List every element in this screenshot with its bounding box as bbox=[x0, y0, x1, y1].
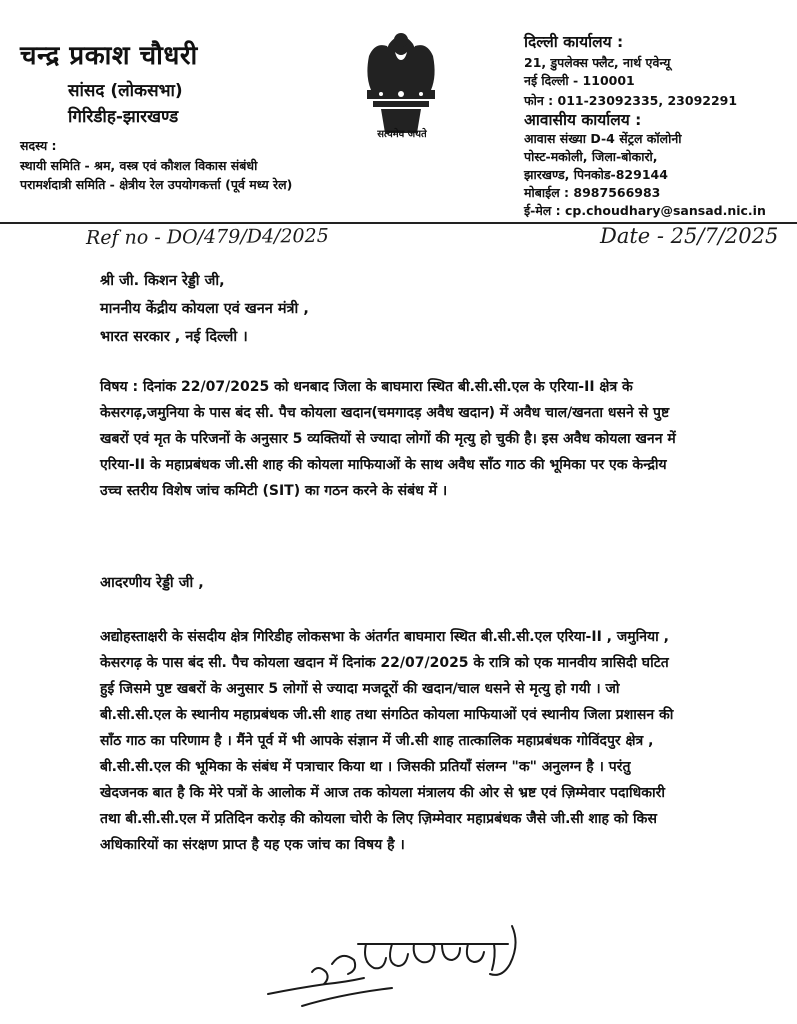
state-emblem-icon bbox=[355, 26, 447, 141]
residential-office-line: झारखण्ड, पिनकोड-829144 bbox=[524, 167, 668, 182]
delhi-office-title: दिल्ली कार्यालय : bbox=[524, 33, 624, 51]
mp-name: चन्द्र प्रकाश चौधरी bbox=[20, 41, 198, 71]
subject-paragraph: विषय : दिनांक 22/07/2025 को धनबाद जिला के बाघमारा स्थित बी.सी.सी.एल के एरिया-II क्षेत्र के केसरगढ़,जमुनिया के पास बंद सी. पैच कोयला खदान(चमगादड़ अवैध खदान) में अवैध चाल/खनता धसने से पुष्ट खबरों एवं मृत के परिजनों के अनुसार 5 व्यक्तियों से ज्यादा लोगों की मृत्यु हो चुकी है। इस अवैध कोयला खनन में एरिया-II के महाप्रबंधक जी.सी शाह की कोयला माफियाओं के साथ अवैध साँठ गाठ की भूमिका पर एक केन्द्रीय उच्च स्तरीय विशेष जांच कमिटी (SIT) का गठन करने के संबंध में । bbox=[100, 379, 676, 499]
residential-office-title: आवासीय कार्यालय : bbox=[524, 111, 642, 129]
recipient-line: श्री जी. किशन रेड्डी जी, bbox=[100, 273, 225, 289]
signature bbox=[262, 914, 532, 1014]
mp-constituency: गिरिडीह-झारखण्ड bbox=[68, 107, 179, 127]
body-paragraph: अद्योहस्ताक्षरी के संसदीय क्षेत्र गिरिडीह लोकसभा के अंतर्गत बाघमारा स्थित बी.सी.सी.एल एरिया-II , जमुनिया , केसरगढ़ के पास बंद सी. पैच कोयला खदान में दिनांक 22/07/2025 के रात्रि को एक मानवीय त्रासिदी घटित हुई जिसमे पुष्ट खबरों के अनुसार 5 लोगों से ज्यादा मजदूरों की खदान/चाल धसने से मृत्यु हो गयी । जो बी.सी.सी.एल के स्थानीय महाप्रबंधक जी.सी शाह तथा संगठित कोयला माफियाओं एवं स्थानीय जिला प्रशासन की साँठ गाठ का परिणाम है । मैंने पूर्व में भी आपके संज्ञान में जी.सी शाह तात्कालिक महाप्रबंधक गोविंदपुर क्षेत्र , बी.सी.सी.एल की भूमिका के संबंध में पत्राचार किया था । जिसकी प्रतियाँ संलग्न "क" अनुलग्न है । परंतु खेदजनक बात है कि मेरे पत्रों के आलोक में आज तक कोयला मंत्रालय की ओर से भ्रष्ट एवं ज़िम्मेवार पदाधिकारी तथा बी.सी.सी.एल में प्रतिदिन करोड़ की कोयला चोरी के लिए ज़िम्मेवार महाप्रबंधक जैसे जी.सी शाह को किस अधिकारियों का संरक्षण प्राप्त है यह एक जांच का विषय है । bbox=[100, 629, 674, 853]
emblem-motto: सत्यमेव जयते bbox=[377, 129, 427, 140]
recipient-line: भारत सरकार , नई दिल्ली । bbox=[100, 329, 248, 345]
salutation: आदरणीय रेड्डी जी , bbox=[100, 575, 204, 591]
committee-line: स्थायी समिति - श्रम, वस्त्र एवं कौशल विकास संबंधी bbox=[20, 158, 258, 173]
residential-office-line: आवास संख्या D-4 सेंट्रल कॉलोनी bbox=[524, 131, 682, 146]
residential-office-line: पोस्ट-मकोली, जिला-बोकारो, bbox=[524, 149, 658, 164]
member-label: सदस्य : bbox=[20, 138, 57, 153]
recipient-line: माननीय केंद्रीय कोयला एवं खनन मंत्री , bbox=[100, 301, 309, 317]
reference-number: Ref no - DO/479/D4/2025 bbox=[85, 224, 329, 250]
residential-office-line: मोबाईल : 8987566983 bbox=[524, 185, 661, 200]
delhi-office-line: फोन : 011-23092335, 23092291 bbox=[524, 93, 738, 108]
mp-house: सांसद (लोकसभा) bbox=[68, 81, 183, 101]
delhi-office-line: नई दिल्ली - 110001 bbox=[524, 73, 635, 88]
committee-line: परामर्शदात्री समिति - क्षेत्रीय रेल उपयोगकर्त्ता (पूर्व मध्य रेल) bbox=[20, 177, 293, 192]
letter-date: Date - 25/7/2025 bbox=[600, 224, 779, 248]
residential-office-line: ई-मेल : cp.choudhary@sansad.nic.in bbox=[524, 203, 766, 218]
delhi-office-line: 21, डुपलेक्स फ्लैट, नार्थ एवेन्यू bbox=[524, 55, 671, 70]
